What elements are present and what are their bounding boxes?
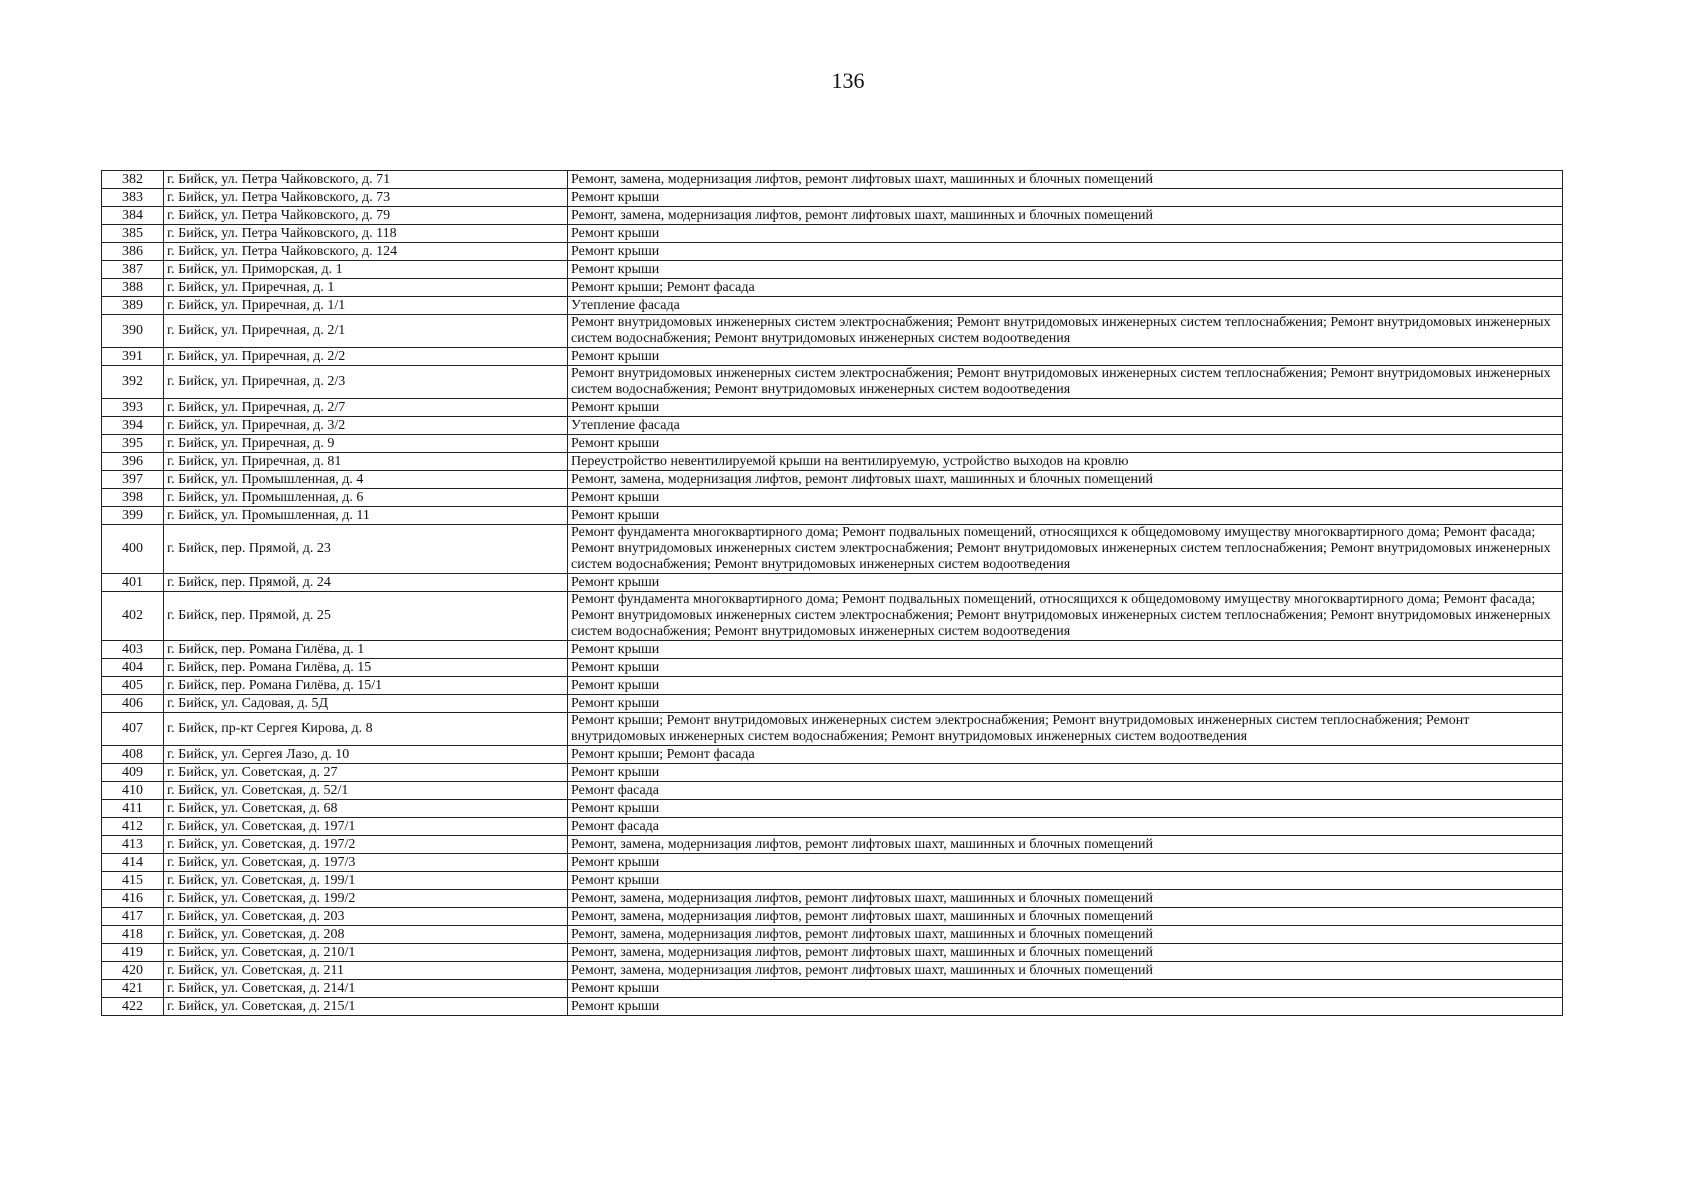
row-address: г. Бийск, пер. Романа Гилёва, д. 15 xyxy=(164,659,568,677)
row-work-type: Ремонт, замена, модернизация лифтов, ремонт лифтовых шахт, машинных и блочных помещений xyxy=(568,836,1563,854)
table-row xyxy=(102,980,1563,998)
row-number: 386 xyxy=(102,243,164,261)
row-address: г. Бийск, ул. Приречная, д. 9 xyxy=(164,435,568,453)
row-work-type: Ремонт крыши; Ремонт внутридомовых инженерных систем электроснабжения; Ремонт внутридомовых инженерных систем теплоснабжения; Ремонт внутридомовых инженерных систем водоснабжения; Ремонт внутридомовых инженерных систем водоотведения xyxy=(568,713,1563,746)
table-row xyxy=(102,944,1563,962)
table-row xyxy=(102,243,1563,261)
row-number: 422 xyxy=(102,998,164,1016)
row-work-type: Ремонт крыши xyxy=(568,998,1563,1016)
table-row xyxy=(102,998,1563,1016)
table-row xyxy=(102,854,1563,872)
row-number: 408 xyxy=(102,746,164,764)
row-address: г. Бийск, ул. Петра Чайковского, д. 73 xyxy=(164,189,568,207)
row-address: г. Бийск, ул. Приречная, д. 81 xyxy=(164,453,568,471)
row-work-type: Ремонт крыши xyxy=(568,677,1563,695)
table-row xyxy=(102,641,1563,659)
row-address: г. Бийск, ул. Приречная, д. 3/2 xyxy=(164,417,568,435)
row-number: 407 xyxy=(102,713,164,746)
row-number: 385 xyxy=(102,225,164,243)
table-row xyxy=(102,171,1563,189)
row-work-type: Утепление фасада xyxy=(568,417,1563,435)
row-work-type: Ремонт крыши; Ремонт фасада xyxy=(568,279,1563,297)
table-row xyxy=(102,261,1563,279)
table-row xyxy=(102,836,1563,854)
row-address: г. Бийск, ул. Приречная, д. 1/1 xyxy=(164,297,568,315)
row-number: 395 xyxy=(102,435,164,453)
table-row xyxy=(102,659,1563,677)
row-address: г. Бийск, ул. Советская, д. 197/1 xyxy=(164,818,568,836)
row-number: 391 xyxy=(102,348,164,366)
row-work-type: Ремонт крыши xyxy=(568,507,1563,525)
row-number: 390 xyxy=(102,315,164,348)
table-row xyxy=(102,713,1563,746)
table-row xyxy=(102,695,1563,713)
row-address: г. Бийск, ул. Советская, д. 203 xyxy=(164,908,568,926)
table-row xyxy=(102,279,1563,297)
table-row xyxy=(102,592,1563,641)
row-work-type: Ремонт внутридомовых инженерных систем электроснабжения; Ремонт внутридомовых инженерных систем теплоснабжения; Ремонт внутридомовых инженерных систем водоснабжения; Ремонт внутридомовых инженерных систем водоотведения xyxy=(568,315,1563,348)
table-row xyxy=(102,471,1563,489)
row-work-type: Ремонт крыши xyxy=(568,348,1563,366)
row-work-type: Ремонт, замена, модернизация лифтов, ремонт лифтовых шахт, машинных и блочных помещений xyxy=(568,926,1563,944)
table-row xyxy=(102,366,1563,399)
row-number: 383 xyxy=(102,189,164,207)
table-row xyxy=(102,872,1563,890)
table-row xyxy=(102,489,1563,507)
row-work-type: Ремонт крыши xyxy=(568,435,1563,453)
row-number: 418 xyxy=(102,926,164,944)
row-work-type: Ремонт крыши; Ремонт фасада xyxy=(568,746,1563,764)
row-work-type: Переустройство невентилируемой крыши на вентилируемую, устройство выходов на кровлю xyxy=(568,453,1563,471)
row-work-type: Ремонт, замена, модернизация лифтов, ремонт лифтовых шахт, машинных и блочных помещений xyxy=(568,890,1563,908)
row-number: 401 xyxy=(102,574,164,592)
row-work-type: Ремонт фундамента многоквартирного дома; Ремонт подвальных помещений, относящихся к общедомовому имуществу многоквартирного дома; Ремонт фасада; Ремонт внутридомовых инженерных систем электроснабжения; Ремонт внутридомовых инженерных систем теплоснабжения; Ремонт внутридомовых инженерных систем водоснабжения; Ремонт внутридомовых инженерных систем водоотведения xyxy=(568,592,1563,641)
row-work-type: Ремонт крыши xyxy=(568,225,1563,243)
row-work-type: Ремонт, замена, модернизация лифтов, ремонт лифтовых шахт, машинных и блочных помещений xyxy=(568,471,1563,489)
row-number: 415 xyxy=(102,872,164,890)
row-address: г. Бийск, пр-кт Сергея Кирова, д. 8 xyxy=(164,713,568,746)
row-work-type: Утепление фасада xyxy=(568,297,1563,315)
row-address: г. Бийск, ул. Петра Чайковского, д. 118 xyxy=(164,225,568,243)
row-address: г. Бийск, ул. Советская, д. 197/3 xyxy=(164,854,568,872)
row-number: 404 xyxy=(102,659,164,677)
row-address: г. Бийск, ул. Приречная, д. 2/7 xyxy=(164,399,568,417)
row-work-type: Ремонт, замена, модернизация лифтов, ремонт лифтовых шахт, машинных и блочных помещений xyxy=(568,171,1563,189)
row-address: г. Бийск, ул. Советская, д. 52/1 xyxy=(164,782,568,800)
row-number: 388 xyxy=(102,279,164,297)
row-work-type: Ремонт крыши xyxy=(568,189,1563,207)
table-row xyxy=(102,962,1563,980)
row-address: г. Бийск, ул. Советская, д. 215/1 xyxy=(164,998,568,1016)
row-work-type: Ремонт крыши xyxy=(568,854,1563,872)
row-address: г. Бийск, ул. Приречная, д. 2/3 xyxy=(164,366,568,399)
row-number: 411 xyxy=(102,800,164,818)
table-row xyxy=(102,297,1563,315)
row-work-type: Ремонт, замена, модернизация лифтов, ремонт лифтовых шахт, машинных и блочных помещений xyxy=(568,908,1563,926)
row-work-type: Ремонт крыши xyxy=(568,695,1563,713)
row-work-type: Ремонт, замена, модернизация лифтов, ремонт лифтовых шахт, машинных и блочных помещений xyxy=(568,207,1563,225)
table-row xyxy=(102,417,1563,435)
repair-register-table xyxy=(101,170,1563,1016)
table-row xyxy=(102,207,1563,225)
row-address: г. Бийск, ул. Советская, д. 210/1 xyxy=(164,944,568,962)
row-number: 419 xyxy=(102,944,164,962)
row-address: г. Бийск, ул. Советская, д. 68 xyxy=(164,800,568,818)
table-row xyxy=(102,746,1563,764)
row-work-type: Ремонт крыши xyxy=(568,872,1563,890)
table-row xyxy=(102,800,1563,818)
row-address: г. Бийск, ул. Промышленная, д. 6 xyxy=(164,489,568,507)
row-number: 420 xyxy=(102,962,164,980)
row-work-type: Ремонт крыши xyxy=(568,659,1563,677)
row-work-type: Ремонт, замена, модернизация лифтов, ремонт лифтовых шахт, машинных и блочных помещений xyxy=(568,944,1563,962)
row-number: 389 xyxy=(102,297,164,315)
table-row xyxy=(102,453,1563,471)
row-address: г. Бийск, ул. Приречная, д. 1 xyxy=(164,279,568,297)
table-row xyxy=(102,399,1563,417)
table-row xyxy=(102,435,1563,453)
page-number: 136 xyxy=(831,68,865,93)
row-number: 412 xyxy=(102,818,164,836)
row-number: 417 xyxy=(102,908,164,926)
table-row xyxy=(102,225,1563,243)
row-number: 392 xyxy=(102,366,164,399)
row-address: г. Бийск, ул. Промышленная, д. 11 xyxy=(164,507,568,525)
row-number: 403 xyxy=(102,641,164,659)
row-address: г. Бийск, пер. Прямой, д. 23 xyxy=(164,525,568,574)
row-number: 410 xyxy=(102,782,164,800)
table-body xyxy=(102,171,1563,1016)
row-address: г. Бийск, ул. Советская, д. 208 xyxy=(164,926,568,944)
row-work-type: Ремонт фундамента многоквартирного дома; Ремонт подвальных помещений, относящихся к общедомовому имуществу многоквартирного дома; Ремонт фасада; Ремонт внутридомовых инженерных систем электроснабжения; Ремонт внутридомовых инженерных систем теплоснабжения; Ремонт внутридомовых инженерных систем водоснабжения; Ремонт внутридомовых инженерных систем водоотведения xyxy=(568,525,1563,574)
row-address: г. Бийск, ул. Советская, д. 211 xyxy=(164,962,568,980)
row-work-type: Ремонт крыши xyxy=(568,243,1563,261)
table-row xyxy=(102,908,1563,926)
table-row xyxy=(102,677,1563,695)
row-number: 405 xyxy=(102,677,164,695)
row-number: 406 xyxy=(102,695,164,713)
row-address: г. Бийск, ул. Приречная, д. 2/1 xyxy=(164,315,568,348)
row-address: г. Бийск, ул. Советская, д. 197/2 xyxy=(164,836,568,854)
row-work-type: Ремонт крыши xyxy=(568,980,1563,998)
table-row xyxy=(102,574,1563,592)
row-number: 409 xyxy=(102,764,164,782)
table-row xyxy=(102,525,1563,574)
row-address: г. Бийск, ул. Советская, д. 199/2 xyxy=(164,890,568,908)
row-work-type: Ремонт крыши xyxy=(568,489,1563,507)
row-address: г. Бийск, пер. Прямой, д. 24 xyxy=(164,574,568,592)
table-row xyxy=(102,782,1563,800)
row-number: 414 xyxy=(102,854,164,872)
row-address: г. Бийск, ул. Советская, д. 27 xyxy=(164,764,568,782)
row-address: г. Бийск, ул. Петра Чайковского, д. 79 xyxy=(164,207,568,225)
row-address: г. Бийск, ул. Промышленная, д. 4 xyxy=(164,471,568,489)
table-row xyxy=(102,926,1563,944)
row-address: г. Бийск, пер. Романа Гилёва, д. 15/1 xyxy=(164,677,568,695)
row-address: г. Бийск, ул. Приречная, д. 2/2 xyxy=(164,348,568,366)
table-row xyxy=(102,507,1563,525)
row-number: 387 xyxy=(102,261,164,279)
row-address: г. Бийск, ул. Советская, д. 214/1 xyxy=(164,980,568,998)
row-number: 416 xyxy=(102,890,164,908)
table-row xyxy=(102,818,1563,836)
table-row xyxy=(102,315,1563,348)
row-number: 400 xyxy=(102,525,164,574)
table-row xyxy=(102,890,1563,908)
row-address: г. Бийск, ул. Садовая, д. 5Д xyxy=(164,695,568,713)
row-number: 402 xyxy=(102,592,164,641)
row-work-type: Ремонт крыши xyxy=(568,800,1563,818)
row-work-type: Ремонт внутридомовых инженерных систем электроснабжения; Ремонт внутридомовых инженерных систем теплоснабжения; Ремонт внутридомовых инженерных систем водоснабжения; Ремонт внутридомовых инженерных систем водоотведения xyxy=(568,366,1563,399)
row-address: г. Бийск, ул. Петра Чайковского, д. 71 xyxy=(164,171,568,189)
row-number: 382 xyxy=(102,171,164,189)
table-row xyxy=(102,189,1563,207)
row-number: 394 xyxy=(102,417,164,435)
row-address: г. Бийск, ул. Советская, д. 199/1 xyxy=(164,872,568,890)
row-number: 397 xyxy=(102,471,164,489)
row-number: 393 xyxy=(102,399,164,417)
row-number: 421 xyxy=(102,980,164,998)
row-work-type: Ремонт фасада xyxy=(568,782,1563,800)
row-address: г. Бийск, пер. Романа Гилёва, д. 1 xyxy=(164,641,568,659)
row-number: 384 xyxy=(102,207,164,225)
row-work-type: Ремонт крыши xyxy=(568,764,1563,782)
row-address: г. Бийск, ул. Приморская, д. 1 xyxy=(164,261,568,279)
table-row xyxy=(102,348,1563,366)
row-number: 399 xyxy=(102,507,164,525)
row-number: 398 xyxy=(102,489,164,507)
row-number: 413 xyxy=(102,836,164,854)
row-work-type: Ремонт крыши xyxy=(568,261,1563,279)
row-work-type: Ремонт фасада xyxy=(568,818,1563,836)
row-address: г. Бийск, ул. Петра Чайковского, д. 124 xyxy=(164,243,568,261)
row-work-type: Ремонт, замена, модернизация лифтов, ремонт лифтовых шахт, машинных и блочных помещений xyxy=(568,962,1563,980)
row-number: 396 xyxy=(102,453,164,471)
row-address: г. Бийск, ул. Сергея Лазо, д. 10 xyxy=(164,746,568,764)
table-row xyxy=(102,764,1563,782)
row-work-type: Ремонт крыши xyxy=(568,574,1563,592)
row-address: г. Бийск, пер. Прямой, д. 25 xyxy=(164,592,568,641)
row-work-type: Ремонт крыши xyxy=(568,399,1563,417)
row-work-type: Ремонт крыши xyxy=(568,641,1563,659)
